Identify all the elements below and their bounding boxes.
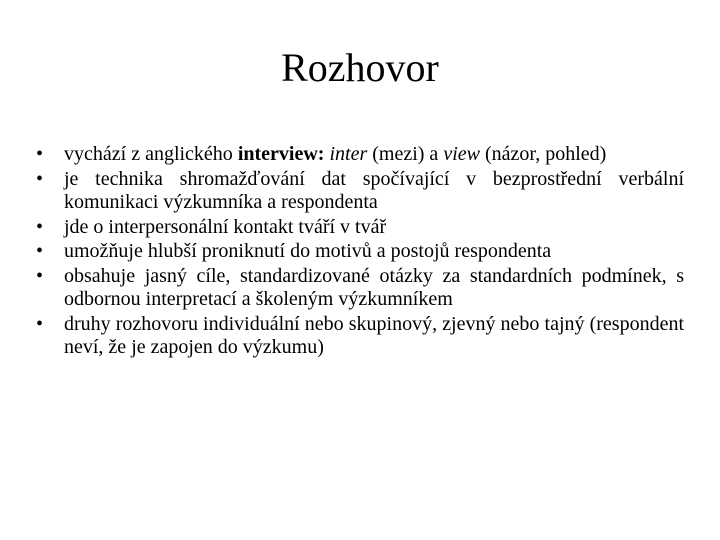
bullet-icon: • bbox=[36, 167, 44, 190]
bullet-icon: • bbox=[36, 240, 44, 262]
list-item bbox=[36, 265, 684, 312]
list-item-text: obsahuje jasný cíle, standardizované otázky za standardních podmínek, s odbornou interpretací a školeným výzkumníkem bbox=[64, 264, 684, 310]
text-segment: vychází z anglického bbox=[64, 143, 238, 165]
bullet-icon: • bbox=[36, 143, 44, 165]
list-item-text: jde o interpersonální kontakt tváří v tvář bbox=[64, 215, 387, 238]
list-item bbox=[36, 216, 684, 240]
list-item-text: druhy rozhovoru individuální nebo skupinový, zjevný nebo tajný (respondent neví, že je zapojen do výzkumu) bbox=[64, 312, 684, 358]
bullet-icon: • bbox=[36, 264, 44, 287]
bullet-icon: • bbox=[36, 312, 44, 335]
list-item bbox=[36, 313, 684, 360]
bullet-icon: • bbox=[36, 215, 44, 238]
text-segment: (názor, pohled) bbox=[479, 143, 607, 165]
italic-term: inter bbox=[329, 143, 368, 165]
slide-title: Rozhovor bbox=[281, 45, 439, 90]
list-item-text: umožňuje hlubší proniknutí do motivů a postojů respondenta bbox=[64, 240, 552, 262]
list-item bbox=[36, 240, 684, 264]
list-item-text bbox=[64, 143, 606, 165]
bold-term: interview: bbox=[237, 143, 325, 165]
list-item bbox=[36, 143, 684, 167]
text-segment: (mezi) a bbox=[367, 143, 444, 165]
bullet-list bbox=[36, 143, 684, 361]
list-item bbox=[36, 168, 684, 215]
list-item-text: je technika shromažďování dat spočívající v bezprostřední verbální komunikaci výzkumníka a respondenta bbox=[64, 167, 684, 213]
italic-term: view bbox=[443, 143, 480, 165]
